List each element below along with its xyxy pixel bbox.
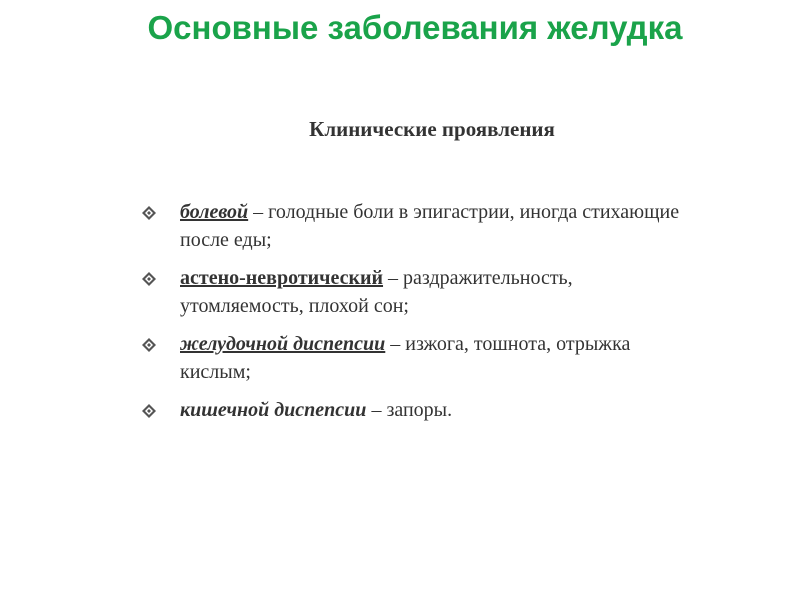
diamond-bullet-icon — [142, 404, 156, 418]
item-term: болевой — [180, 201, 249, 223]
list-item — [140, 264, 700, 320]
list-item — [140, 198, 700, 254]
item-term: астено-невротический — [180, 267, 384, 289]
slide-title: Основные заболевания желудка — [147, 9, 683, 46]
list-item — [140, 396, 700, 424]
slide-subtitle: Клинические проявления — [309, 117, 555, 141]
item-term: желудочной диспепсии — [180, 333, 386, 355]
item-description: – раздражительность, утомляемость, плохой сон; — [180, 267, 573, 317]
item-term: кишечной диспепсии — [180, 399, 367, 421]
list-item — [140, 330, 700, 386]
item-description: – голодные боли в эпигастрии, иногда стихающие после еды; — [180, 201, 680, 251]
item-description: – запоры. — [366, 399, 453, 421]
diamond-bullet-icon — [142, 272, 156, 286]
item-description: – изжога, тошнота, отрыжка кислым; — [180, 333, 631, 383]
diamond-bullet-icon — [142, 206, 156, 220]
diamond-bullet-icon — [142, 338, 156, 352]
bullet-list — [140, 198, 700, 434]
